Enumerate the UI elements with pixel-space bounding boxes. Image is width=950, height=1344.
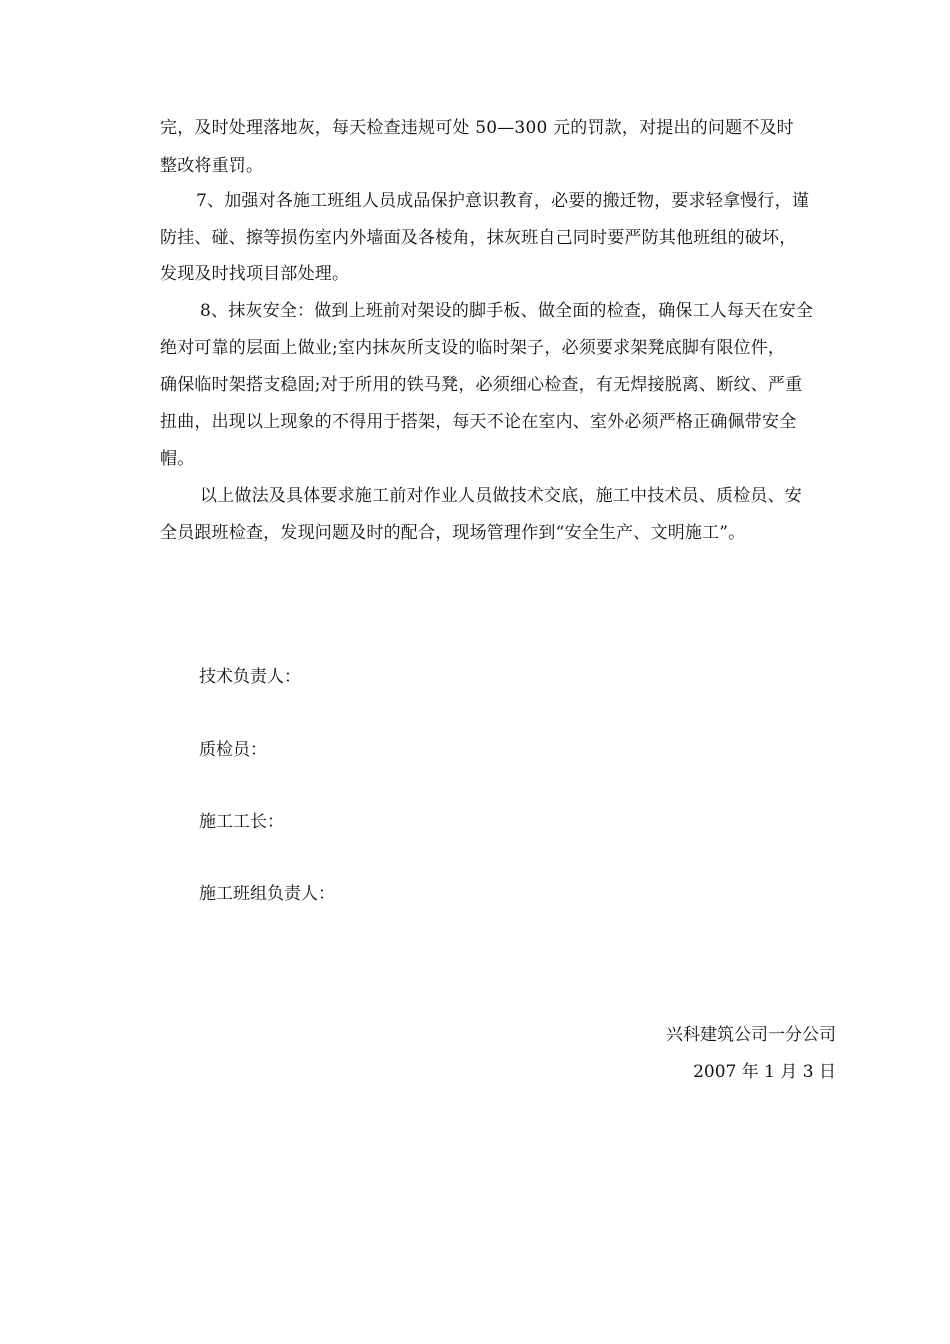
paragraph-summary-line-2: 全员跟班检查，发现问题及时的配合，现场管理作到“安全生产、文明施工”。 bbox=[160, 523, 746, 543]
paragraph-7-line-2: 防挂、碰、擦等损伤室内外墙面及各棱角，抹灰班自己同时要严防其他班组的破坏， bbox=[160, 228, 797, 248]
signature-inspector: 质检员： bbox=[199, 740, 267, 760]
signature-tech-lead: 技术负责人： bbox=[199, 667, 301, 687]
paragraph-8-line-2: 绝对可靠的层面上做业;室内抹灰所支设的临时架子，必须要求架凳底脚有限位件， bbox=[160, 338, 786, 358]
document-date: 2007 年 1 月 3 日 bbox=[693, 1062, 836, 1082]
paragraph-intro-line-1: 完，及时处理落地灰，每天检查违规可处 50—300 元的罚款，对提出的问题不及时 bbox=[160, 118, 794, 138]
paragraph-7-line-3: 发现及时找项目部处理。 bbox=[160, 264, 350, 284]
paragraph-summary-line-1: 以上做法及具体要求施工前对作业人员做技术交底，施工中技术员、质检员、安 bbox=[200, 486, 802, 506]
signature-foreman: 施工工长： bbox=[199, 812, 284, 832]
paragraph-7-line-1: 7、加强对各施工班组人员成品保护意识教育，必要的搬迁物，要求轻拿慢行，谨 bbox=[196, 191, 810, 211]
signature-team-lead: 施工班组负责人： bbox=[199, 884, 335, 904]
paragraph-8-line-3: 确保临时架搭支稳固;对于所用的铁马凳，必须细心检查，有无焊接脱离、断纹、严重 bbox=[160, 375, 803, 395]
paragraph-8-line-1: 8、抹灰安全：做到上班前对架设的脚手板、做全面的检查，确保工人每天在安全 bbox=[200, 301, 814, 321]
paragraph-8-line-4: 扭曲，出现以上现象的不得用于搭架，每天不论在室内、室外必须严格正确佩带安全 bbox=[160, 412, 797, 432]
paragraph-8-line-5: 帽。 bbox=[160, 449, 195, 469]
paragraph-intro-line-2: 整改将重罚。 bbox=[160, 156, 264, 176]
company-name: 兴科建筑公司一分公司 bbox=[666, 1025, 836, 1045]
